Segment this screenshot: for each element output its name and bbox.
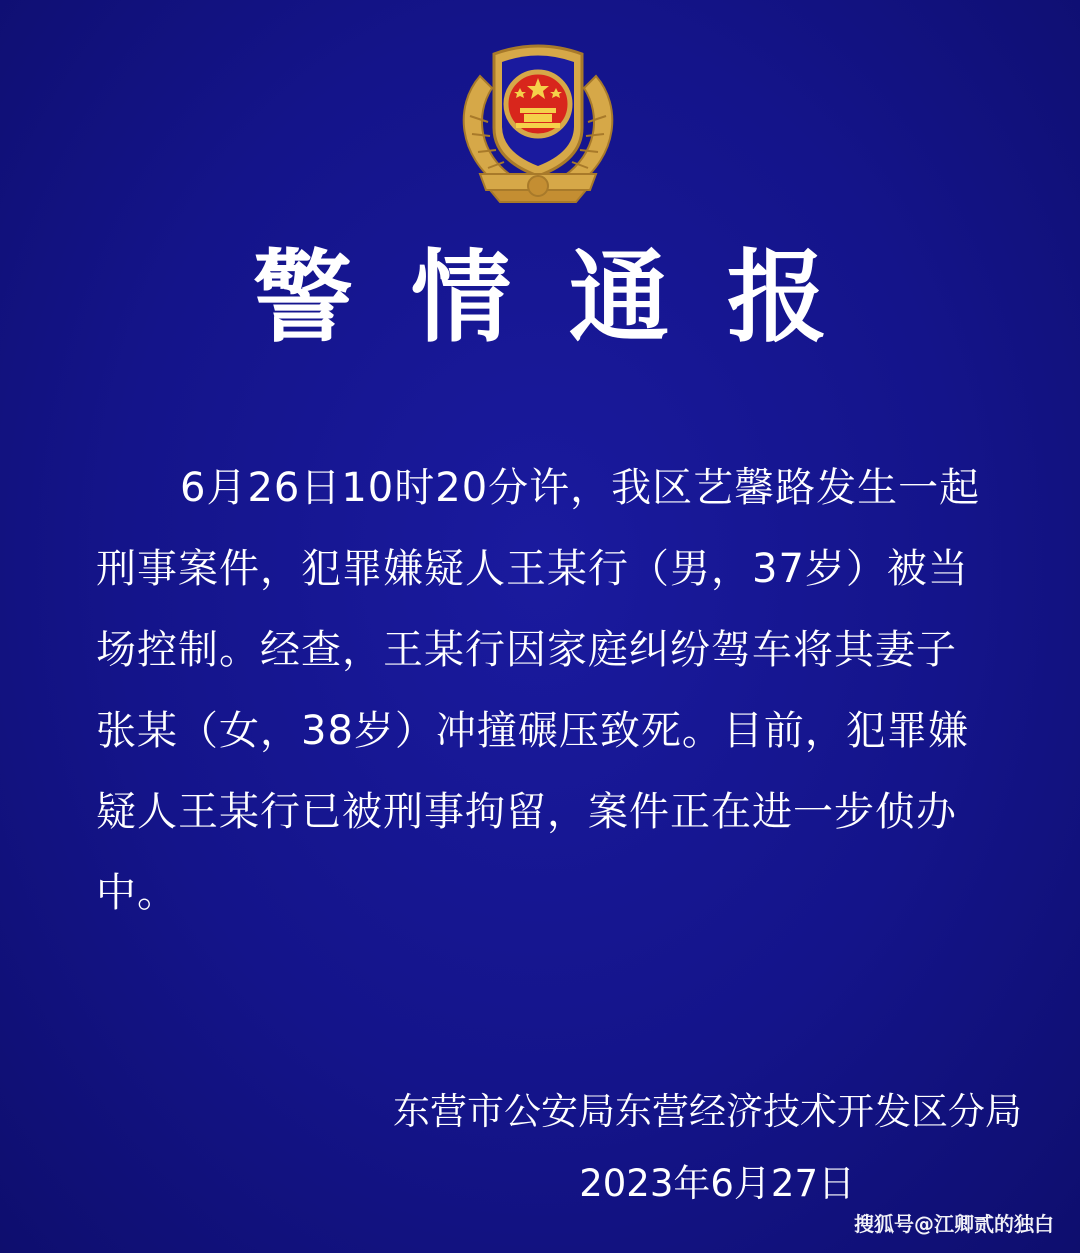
police-emblem-icon xyxy=(450,36,626,204)
issuer-name: 东营市公安局东营经济技术开发区分局 xyxy=(393,1090,1022,1133)
notice-title: 警情通报 xyxy=(253,239,885,356)
issue-date: 2023年6月27日 xyxy=(579,1162,855,1205)
watermark: 搜狐号@江卿贰的独白 xyxy=(854,1212,1054,1236)
notice-body: 6月26日10时20分许，我区艺馨路发生一起刑事案件，犯罪嫌疑人王某行（男，37岁）被当场控制。经查，王某行因家庭纠纷驾车将其妻子张某（女，38岁）冲撞碾压致死。目前，犯罪嫌疑人王某行已被刑事拘留，案件正在进一步侦办中。 xyxy=(96,465,981,916)
